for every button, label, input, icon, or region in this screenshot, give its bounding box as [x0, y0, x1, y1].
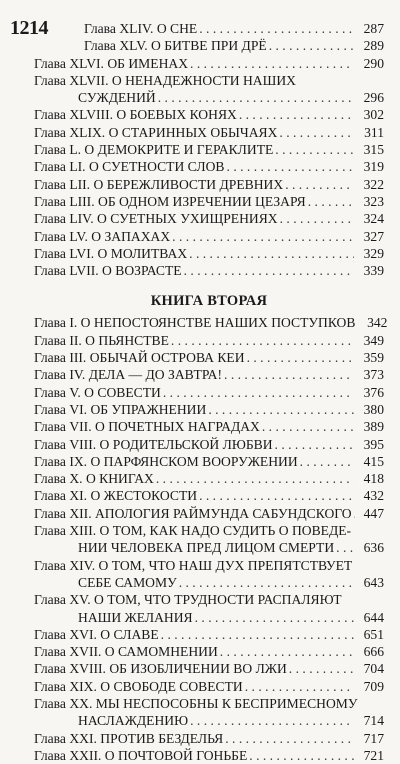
- dot-leader: [184, 262, 354, 279]
- toc-entry-title: Глава LIV. О СУЕТНЫХ УХИЩРЕНИЯХ: [34, 210, 278, 227]
- toc-entry-title: Глава IV. ДЕЛА — ДО ЗАВТРА!: [34, 366, 222, 383]
- toc-entry: [34, 384, 384, 401]
- toc-entry-title: Глава XVIII. ОБ ИЗОБЛИЧЕНИИ ВО ЛЖИ: [34, 660, 287, 677]
- dot-leader: [208, 401, 354, 418]
- toc-entry-title: Глава XIX. О СВОБОДЕ СОВЕСТИ: [34, 678, 243, 695]
- toc-entry: [34, 747, 384, 764]
- toc-entry: [34, 418, 384, 435]
- toc-entry-title-continuation: НАШИ ЖЕЛАНИЯ: [78, 609, 193, 626]
- toc-entry-title: Глава VIII. О РОДИТЕЛЬСКОЙ ЛЮБВИ: [34, 436, 273, 453]
- dot-leader: [300, 453, 354, 470]
- toc-entry: [34, 193, 384, 210]
- toc-page-number: 296: [356, 89, 384, 106]
- book-two-heading: КНИГА ВТОРАЯ: [34, 293, 384, 310]
- toc-entry: [34, 660, 384, 677]
- toc-entry: [34, 314, 384, 331]
- toc-page-number: 289: [356, 37, 384, 54]
- dot-leader: [156, 470, 354, 487]
- toc-entry-title: Глава VI. ОБ УПРАЖНЕНИИ: [34, 401, 206, 418]
- toc-page-number: 415: [356, 453, 384, 470]
- toc-entry-title: Глава LII. О БЕРЕЖЛИВОСТИ ДРЕВНИХ: [34, 176, 283, 193]
- toc-entry-title: Глава II. О ПЬЯНСТВЕ: [34, 332, 169, 349]
- dot-leader: [195, 609, 354, 626]
- toc-entry: [34, 643, 384, 660]
- toc-page-number: 376: [356, 384, 384, 401]
- toc-entry: [34, 626, 384, 643]
- toc-page-number: 329: [356, 245, 384, 262]
- dot-leader: [161, 626, 354, 643]
- toc-page-number: 644: [356, 609, 384, 626]
- toc-entry: [34, 124, 384, 141]
- toc-entry-title: Глава XLIX. О СТАРИННЫХ ОБЫЧАЯХ: [34, 124, 277, 141]
- toc-entry-title: Глава L. О ДЕМОКРИТЕ И ГЕРАКЛИТЕ: [34, 141, 273, 158]
- toc-page-number: 389: [356, 418, 384, 435]
- toc-entry: [34, 695, 384, 730]
- toc-page-number: 327: [356, 228, 384, 245]
- dot-leader: [247, 349, 354, 366]
- toc-page-number: 447: [356, 505, 384, 522]
- toc-page-number: 714: [356, 712, 384, 729]
- toc-entry-title: Глава XXI. ПРОТИВ БЕЗДЕЛЬЯ: [34, 730, 223, 747]
- dot-leader: [262, 418, 354, 435]
- dot-leader: [179, 574, 354, 591]
- toc-entry-title: Глава XLVIII. О БОЕВЫХ КОНЯХ: [34, 106, 237, 123]
- toc-entry-title: Глава XVII. О САМОМНЕНИИ: [34, 643, 218, 660]
- dot-leader: [220, 643, 354, 660]
- toc-page-number: 302: [356, 106, 384, 123]
- toc-entry: [34, 106, 384, 123]
- toc-entry-title: Глава XLV. О БИТВЕ ПРИ ДРЁ: [84, 37, 267, 54]
- toc-entry: [34, 176, 384, 193]
- toc-entry-title: Глава LVI. О МОЛИТВАХ: [34, 245, 187, 262]
- toc-entry-title: Глава X. О КНИГАХ: [34, 470, 154, 487]
- dot-leader: [336, 539, 354, 556]
- toc-entry-title: Глава LI. О СУЕТНОСТИ СЛОВ: [34, 158, 225, 175]
- dot-leader: [225, 730, 354, 747]
- toc-entry: [34, 72, 384, 107]
- toc-entry: [34, 557, 384, 592]
- dot-leader: [171, 332, 354, 349]
- toc-page-number: 290: [356, 55, 384, 72]
- toc-entry-title-continuation: СЕБЕ САМОМУ: [78, 574, 177, 591]
- toc-entry-title: Глава XLIV. О СНЕ: [84, 20, 197, 37]
- toc-entry-title: Глава I. О НЕПОСТОЯНСТВЕ НАШИХ ПОСТУПКОВ: [34, 314, 355, 331]
- dot-leader: [275, 141, 354, 158]
- toc-entry-title: Глава XXII. О ПОЧТОВОЙ ГОНЬБЕ: [34, 747, 247, 764]
- toc-page-number: 373: [356, 366, 384, 383]
- toc-entry-title: Глава XVI. О СЛАВЕ: [34, 626, 159, 643]
- toc-entry-title: Глава XLVII. О НЕНАДЕЖНОСТИ НАШИХ: [34, 72, 296, 89]
- dot-leader: [269, 37, 354, 54]
- toc-page-number: 311: [356, 124, 384, 141]
- toc-entry: [34, 453, 384, 470]
- toc-entry-title: Глава LV. О ЗАПАХАХ: [34, 228, 170, 245]
- toc-entry: [34, 55, 384, 72]
- toc-entry: [34, 401, 384, 418]
- toc-entry-title: Глава XV. О ТОМ, ЧТО ТРУДНОСТИ РАСПАЛЯЮТ: [34, 591, 342, 608]
- dot-leader: [190, 712, 354, 729]
- dot-leader: [285, 176, 354, 193]
- dot-leader: [227, 158, 354, 175]
- toc-entry-title-continuation: НИИ ЧЕЛОВЕКА ПРЕД ЛИЦОМ СМЕРТИ: [78, 539, 334, 556]
- toc-entry: [34, 332, 384, 349]
- toc-group-book-one: [34, 20, 384, 279]
- toc-page-number: 324: [356, 210, 384, 227]
- toc-group-book-two: [34, 314, 384, 764]
- toc-page-number: 651: [356, 626, 384, 643]
- dot-leader: [245, 678, 354, 695]
- dot-leader: [308, 193, 354, 210]
- toc-entry-title: Глава LVII. О ВОЗРАСТЕ: [34, 262, 182, 279]
- toc-entry: [34, 245, 384, 262]
- dot-leader: [275, 436, 354, 453]
- toc-page-number: 717: [356, 730, 384, 747]
- toc-page-number: 432: [356, 487, 384, 504]
- toc-entry: [34, 505, 384, 522]
- toc-entry-title: Глава XII. АПОЛОГИЯ РАЙМУНДА САБУНДСКОГО: [34, 505, 352, 522]
- toc-page-number: 636: [356, 539, 384, 556]
- toc-entry: [34, 366, 384, 383]
- toc-page-number: 315: [356, 141, 384, 158]
- toc-page-number: 418: [356, 470, 384, 487]
- toc-page-number: 319: [356, 158, 384, 175]
- toc-entry-title: Глава V. О СОВЕСТИ: [34, 384, 161, 401]
- toc-entry-title: Глава VII. О ПОЧЕТНЫХ НАГРАДАХ: [34, 418, 260, 435]
- dot-leader: [189, 245, 354, 262]
- toc-entry: [34, 20, 384, 37]
- dot-leader: [280, 210, 354, 227]
- dot-leader: [239, 106, 354, 123]
- toc-page-number: 342: [359, 314, 387, 331]
- toc-entry: [34, 678, 384, 695]
- toc-page-number: 666: [356, 643, 384, 660]
- toc-entry: [34, 470, 384, 487]
- toc-entry-title: Глава XLVI. ОБ ИМЕНАХ: [34, 55, 188, 72]
- toc-entry-title-continuation: СУЖДЕНИЙ: [78, 89, 156, 106]
- toc-entry-title-continuation: НАСЛАЖДЕНИЮ: [78, 712, 188, 729]
- toc-entry: [34, 436, 384, 453]
- toc-entry: [34, 210, 384, 227]
- dot-leader: [190, 55, 354, 72]
- page-number: 1214: [10, 17, 48, 40]
- toc-page-number: 287: [356, 20, 384, 37]
- dot-leader: [172, 228, 354, 245]
- table-of-contents: [34, 20, 384, 764]
- toc-entry: [34, 37, 384, 54]
- toc-entry: [34, 228, 384, 245]
- toc-entry: [34, 730, 384, 747]
- dot-leader: [279, 124, 354, 141]
- toc-entry: [34, 522, 384, 557]
- toc-page-number: 704: [356, 660, 384, 677]
- toc-entry: [34, 591, 384, 626]
- toc-page-number: 721: [356, 747, 384, 764]
- dot-leader: [224, 366, 354, 383]
- toc-page-number: 359: [356, 349, 384, 366]
- toc-entry-title: Глава XI. О ЖЕСТОКОСТИ: [34, 487, 197, 504]
- toc-entry: [34, 487, 384, 504]
- toc-page-number: 643: [356, 574, 384, 591]
- toc-page-number: 339: [356, 262, 384, 279]
- dot-leader: [249, 747, 354, 764]
- toc-page-number: 380: [356, 401, 384, 418]
- toc-page-number: 323: [356, 193, 384, 210]
- toc-page-number: 322: [356, 176, 384, 193]
- toc-entry: [34, 141, 384, 158]
- dot-leader: [289, 660, 354, 677]
- toc-entry-title: Глава LIII. ОБ ОДНОМ ИЗРЕЧЕНИИ ЦЕЗАРЯ: [34, 193, 306, 210]
- dot-leader: [158, 89, 354, 106]
- toc-page-number: 709: [356, 678, 384, 695]
- toc-entry: [34, 349, 384, 366]
- toc-entry-title: Глава XIV. О ТОМ, ЧТО НАШ ДУХ ПРЕПЯТСТВУЕТ: [34, 557, 352, 574]
- toc-entry: [34, 158, 384, 175]
- toc-entry-title: Глава III. ОБЫЧАЙ ОСТРОВА КЕИ: [34, 349, 245, 366]
- toc-entry-title: Глава XIII. О ТОМ, КАК НАДО СУДИТЬ О ПОВЕДЕ-: [34, 522, 351, 539]
- toc-entry-title: Глава XX. МЫ НЕСПОСОБНЫ К БЕСПРИМЕСНОМУ: [34, 695, 357, 712]
- toc-entry: [34, 262, 384, 279]
- dot-leader: [199, 487, 354, 504]
- dot-leader: [163, 384, 354, 401]
- toc-entry-title: Глава IX. О ПАРФЯНСКОМ ВООРУЖЕНИИ: [34, 453, 298, 470]
- toc-page-number: 349: [356, 332, 384, 349]
- dot-leader: [199, 20, 354, 37]
- toc-page-number: 395: [356, 436, 384, 453]
